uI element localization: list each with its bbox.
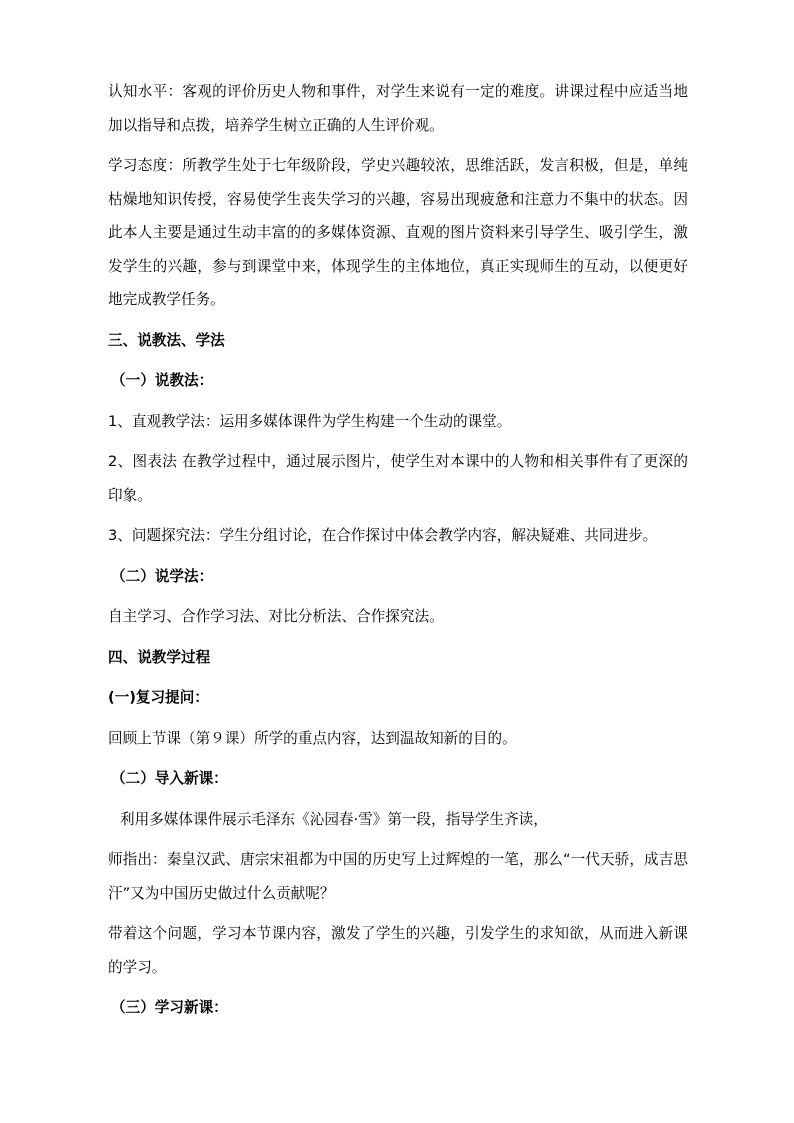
subheading-learning-methods: （二）说学法： — [111, 567, 214, 585]
paragraph-teacher-points: 师指出：秦皇汉武、唐宗宋祖都为中国的历史写上过辉煌的一笔，那么“一代天骄，成吉思汗”又为中国历史做过什么贡献呢？ — [108, 851, 688, 902]
paragraph-learning-methods: 自主学习、合作学习法、对比分析法、合作探究法。 — [108, 608, 444, 625]
section-heading-methods: 三、说教法、学法 — [108, 331, 225, 349]
paragraph-method-2: 2、图表法 在教学过程中，通过展示图片，使学生对本课中的人物和相关事件有了更深的印象。 — [108, 453, 688, 504]
paragraph-introduction-lead: 利用多媒体课件展示毛泽东《沁园春·雪》第一段，指导学生齐读， — [120, 810, 548, 828]
paragraph-review: 回顾上节课（第９课）所学的重点内容，达到温故知新的目的。 — [108, 729, 517, 747]
paragraph-learning-attitude: 学习态度：所教学生处于七年级阶段，学史兴趣较浓，思维活跃，发言积极，但是，单纯枯燥地知识传授，容易使学生丧失学习的兴趣，容易出现疲惫和注意力不集中的状态。因此本人主要是通过生动丰富的的多媒体资源、直观的图片资料来引导学生、吸引学生，激发学生的兴趣，参与到课堂中来，体现学生的主体地位，真正实现师生的互动，以便更好地完成教学任务。 — [108, 157, 688, 308]
document-body — [108, 75, 688, 1032]
subheading-new-lesson: （三）学习新课： — [111, 999, 228, 1016]
paragraph-method-3: 3、问题探究法：学生分组讨论，在合作探讨中体会教学内容，解决疑难、共同进步。 — [108, 527, 658, 544]
paragraph-cognitive-level: 认知水平：客观的评价历史人物和事件，对学生来说有一定的难度。讲课过程中应适当地加以指导和点拨，培养学生树立正确的人生评价观。 — [108, 83, 688, 134]
paragraph-transition: 带着这个问题，学习本节课内容，激发了学生的兴趣，引发学生的求知欲，从而进入新课的学习。 — [108, 925, 688, 976]
subheading-teaching-methods: （一）说教法： — [111, 372, 214, 389]
subheading-introduction: （二）导入新课： — [111, 770, 228, 787]
section-heading-process: 四、说教学过程 — [108, 648, 211, 666]
subheading-review: (一)复习提问： — [108, 689, 209, 706]
paragraph-method-1: 1、直观教学法：运用多媒体课件为学生构建一个生动的课堂。 — [108, 412, 512, 430]
